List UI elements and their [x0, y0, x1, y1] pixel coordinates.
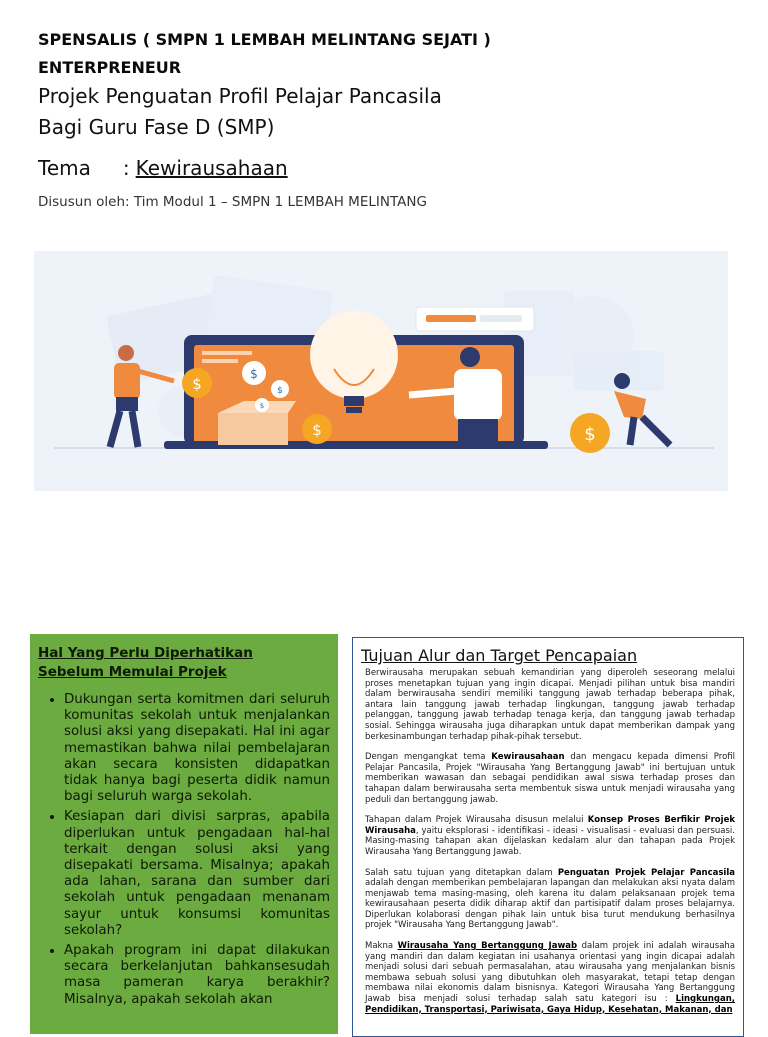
svg-text:$: $	[250, 367, 258, 381]
goals-body	[365, 668, 735, 1025]
list-item: • Apakah program ini dapat dilakukan secara berkelanjutan bahkansesudah masa pameran karya berakhir? Misalnya, apakah sekolah akan	[64, 943, 330, 1008]
bold-term: Lingkungan, Pendidikan, Transportasi, Pariwisata, Gaya Hidup, Kesehatan, Makanan, dan	[365, 994, 735, 1015]
svg-text:$: $	[277, 386, 283, 396]
goals-paragraph-4	[365, 868, 735, 932]
program-name: ENTERPRENEUR	[38, 58, 182, 77]
considerations-title-line1: Hal Yang Perlu Diperhatikan	[38, 645, 253, 661]
goals-paragraph-2	[365, 752, 735, 805]
considerations-panel	[30, 634, 338, 1034]
author-byline: Disusun oleh: Tim Modul 1 – SMPN 1 LEMBAH MELINTANG	[38, 194, 427, 210]
svg-text:$: $	[192, 375, 202, 393]
school-title: SPENSALIS ( SMPN 1 LEMBAH MELINTANG SEJATI )	[38, 30, 491, 49]
svg-text:$: $	[259, 402, 265, 410]
list-item: • Dukungan serta komitmen dari seluruh komunitas sekolah untuk menjalankan solusi aksi yang disepakati. Hal ini agar memastikan bahwa nilai pembelajaran akan secara konsisten didapatkan tidak hanya bagi peserta didik namun bagi seluruh warga sekolah.	[64, 692, 330, 805]
text-span: , yaitu eksplorasi - identifikasi - ideasi - visualisasi - evaluasi dan persuasi. Masing-masing tahapan akan dijelaskan kedalam alur dan tahapan pada Projek Wirausaha Yang Bertanggung Jawab.	[365, 825, 735, 857]
considerations-list	[30, 692, 330, 1012]
text-span: dan mengacu kepada dimensi Profil Pelajar Pancasila, Projek "Wirausaha Yang Bertanggung Jawab" ini bertujuan untuk memberikan wawasan dan sebagai pendidikan awal siswa terhadap proses dan tahapan dalam berwirausaha serta membentuk siswa untuk menjadi wirausaha yang peduli dan bertanggung jawab.	[365, 752, 735, 805]
entrepreneurship-illustration	[34, 251, 728, 491]
bold-term: Wirausaha Yang Bertanggung Jawab	[397, 941, 578, 952]
theme-value: Kewirausahaan	[135, 156, 288, 180]
illustration-banner	[34, 251, 728, 491]
text-span: Dengan mengangkat tema	[365, 752, 492, 763]
svg-text:$: $	[584, 424, 596, 445]
bold-term: Kewirausahaan	[491, 752, 565, 763]
goals-paragraph-3	[365, 815, 735, 857]
theme-label: Tema	[38, 156, 91, 180]
considerations-title-line2: Sebelum Memulai Projek	[38, 664, 227, 680]
goals-panel	[352, 637, 744, 1037]
bold-term: Konsep Proses Berfikir Projek Wirausaha	[365, 815, 735, 836]
goals-paragraph-1: Berwirausaha merupakan sebuah kemandirian yang diperoleh seseorang melalui proses menetapkan tujuan yang ingin dicapai. Menjadi pilihan untuk bisa mandiri dalam berwirausaha sendiri memiliki tanggung jawab terhadap beberapa pihak, antara lain tanggung jawab terhadap lingkungan, tanggung jawab terhadap pelanggan, tanggung jawab terhadap tenaga kerja, dan tanggung jawab terhadap sosial. Sehingga wirausaha juga diharapkan untuk dapat memberikan dampak yang berkesinambungan terhadap pihak-pihak tersebut.	[365, 668, 735, 742]
project-title: Projek Penguatan Profil Pelajar Pancasila	[38, 84, 442, 108]
svg-text:$: $	[312, 421, 322, 439]
project-subtitle: Bagi Guru Fase D (SMP)	[38, 115, 275, 139]
theme-colon: :	[122, 156, 130, 180]
considerations-title	[38, 644, 338, 682]
goals-title: Tujuan Alur dan Target Pencapaian	[361, 646, 638, 665]
text-span: Salah satu tujuan yang ditetapkan dalam	[365, 867, 558, 878]
text-span: Tahapan dalam Projek Wirausaha disusun melalui	[365, 815, 588, 826]
text-span: dalam projek ini adalah wirausaha yang mandiri dan dalam kegiatan ini usahanya orientasi yang ingin dicapai adalah menjadi solusi dari sebuah permasalahan, atau wirausaha yang menjalankan bisnis membawa sebuah solusi yang dibutuhkan oleh masyarakat, tetapi tetap dengan membawa nilai ekonomis dalam bisnisnya. Kategori Wirausaha Yang Bertanggung Jawab bisa menjadi solusi terhadap salah satu kategori isu :	[365, 941, 735, 1005]
list-item: • Kesiapan dari divisi sarpras, apabila diperlukan untuk pengadaan hal-hal terkait dengan solusi aksi yang disepakati bersama. Misalnya; apakah ada lahan, sarana dan sumber dari sekolah untuk pengadaan menanam sayur untuk konsumsi komunitas sekolah?	[64, 809, 330, 939]
theme-line	[38, 156, 288, 180]
bold-term: Penguatan Projek Pelajar Pancasila	[557, 867, 735, 878]
text-span: adalah dengan memberikan pembelajaran lapangan dan melakukan aksi nyata dalam menjawab tema masing-masing, oleh karena itu dalam pelaksanaan projek tema kewirausahaan peserta didik diharap aktif dan partisipatif dalam proses belajarnya. Diperlukan kolaborasi dengan pihak lain untuk bisa turut mendukung berhasilnya projek "Wirausaha Yang Bertanggung Jawab".	[365, 878, 735, 931]
progress-card	[416, 307, 534, 331]
goals-paragraph-5	[365, 941, 735, 1015]
text-span: Makna	[365, 941, 398, 952]
